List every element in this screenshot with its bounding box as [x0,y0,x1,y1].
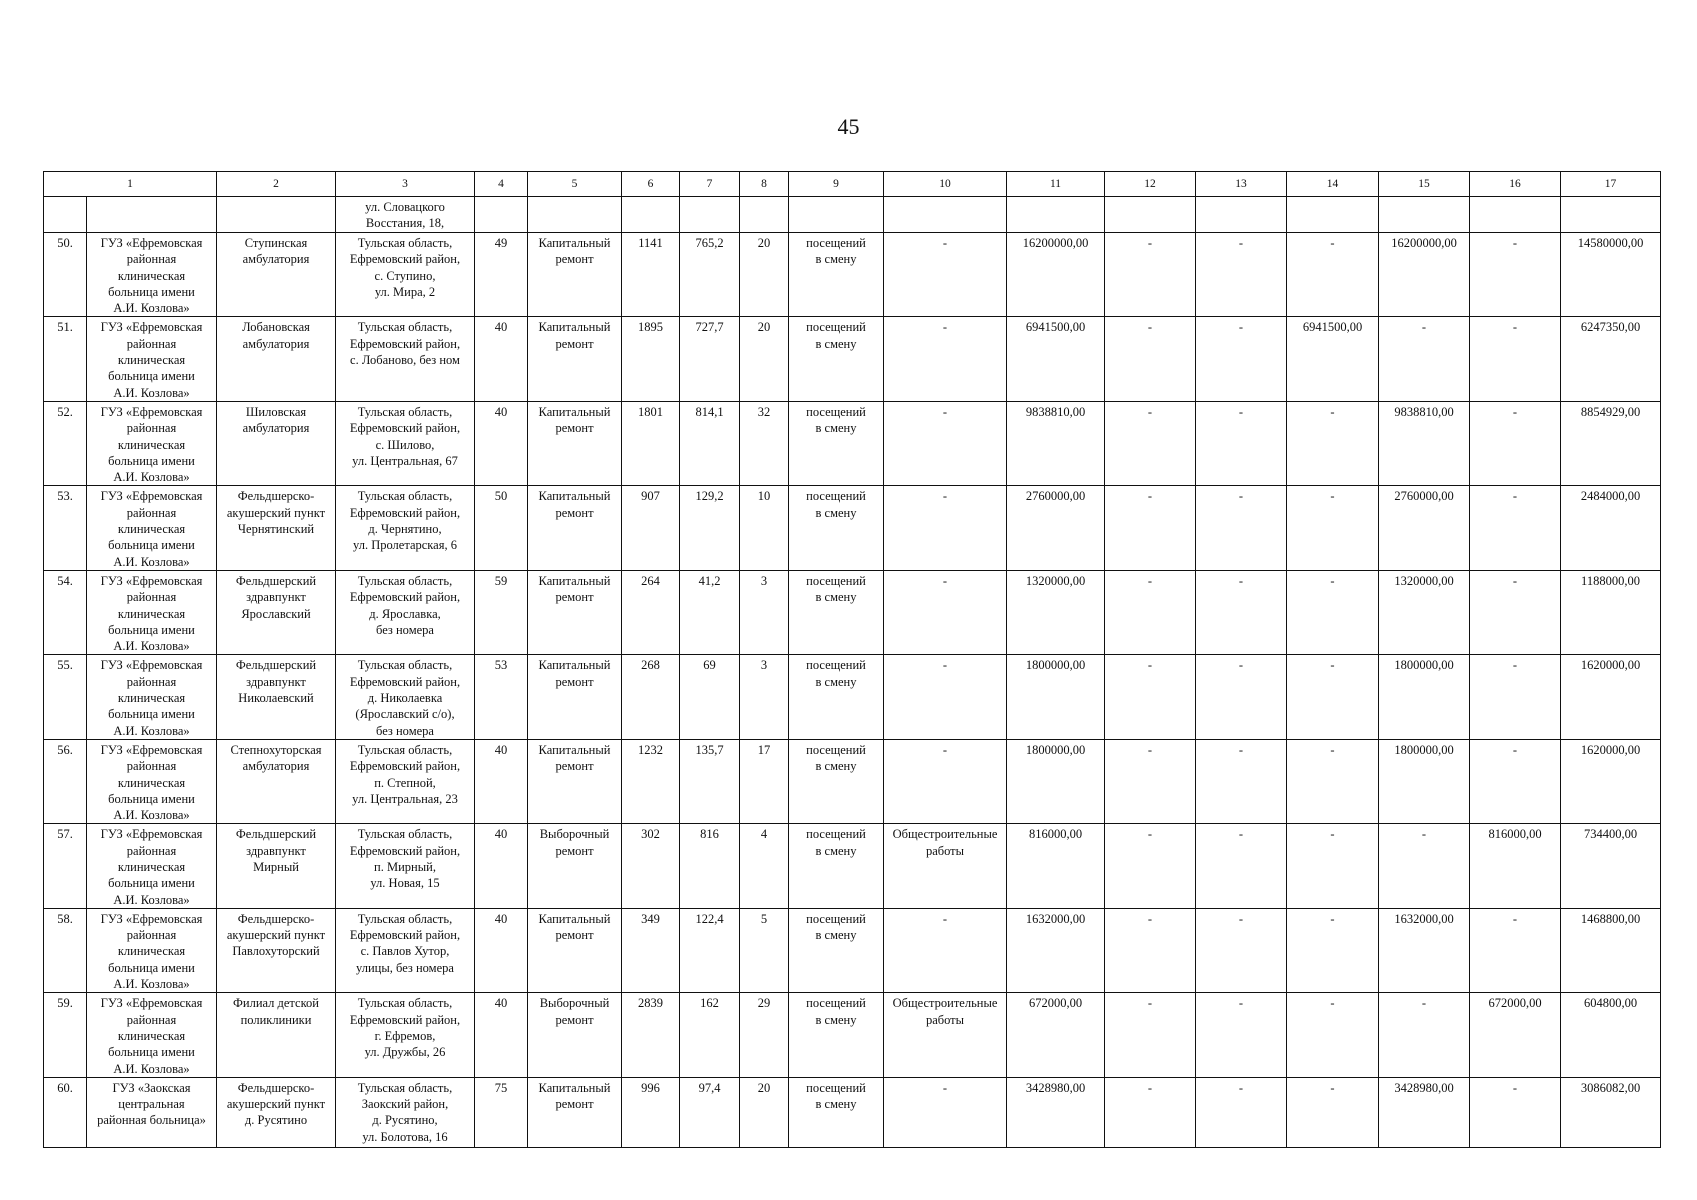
table-cell: 40 [475,739,528,823]
table-cell: 17 [740,739,789,823]
amount-cell: - [1379,317,1470,401]
amount-cell: 9838810,00 [1379,401,1470,485]
unit-cell: посещений в смену [789,739,884,823]
works-cell: - [884,739,1007,823]
table-row [44,1077,1661,1147]
table-cell: 996 [622,1077,680,1147]
work-type-cell: Капитальный ремонт [528,233,622,317]
amount-cell: - [1470,1077,1561,1147]
column-header: 8 [740,172,789,197]
amount-cell: - [1105,317,1196,401]
amount-cell: 1468800,00 [1561,908,1661,992]
unit-cell: посещений в смену [789,233,884,317]
amount-cell: - [1287,739,1379,823]
facility-cell: Фельдшерский здравпункт Ярославский [217,570,336,654]
facility-cell: Лобановская амбулатория [217,317,336,401]
table-cell: 302 [622,824,680,908]
amount-cell: - [1287,570,1379,654]
table-cell: 1232 [622,739,680,823]
column-header: 11 [1007,172,1105,197]
unit-cell: посещений в смену [789,824,884,908]
column-header: 1 [44,172,217,197]
amount-cell: - [1196,233,1287,317]
table-cell [217,197,336,233]
amount-cell: 3428980,00 [1007,1077,1105,1147]
amount-cell: - [1196,824,1287,908]
amount-cell: - [1470,317,1561,401]
amount-cell: 1188000,00 [1561,570,1661,654]
table-cell: 135,7 [680,739,740,823]
continuation-row [44,197,1661,233]
table-cell [1287,197,1379,233]
row-number-cell: 50. [44,233,87,317]
amount-cell: - [1470,739,1561,823]
table-cell [1561,197,1661,233]
table-cell: 69 [680,655,740,739]
table-cell: 349 [622,908,680,992]
amount-cell: 1800000,00 [1379,655,1470,739]
unit-cell: посещений в смену [789,908,884,992]
table-cell [1470,197,1561,233]
institution-cell: ГУЗ «Ефремовская районная клиническая больница имени А.И. Козлова» [87,486,217,570]
amount-cell: - [1196,655,1287,739]
table-cell: 1801 [622,401,680,485]
address-cell: Тульская область, Ефремовский район, п. Мирный, ул. Новая, 15 [336,824,475,908]
work-type-cell: Выборочный ремонт [528,993,622,1077]
works-cell: - [884,486,1007,570]
table-cell [884,197,1007,233]
amount-cell: - [1105,739,1196,823]
row-number-cell: 51. [44,317,87,401]
address-cell: Тульская область, Ефремовский район, с. Лобаново, без ном [336,317,475,401]
facility-cell: Степнохуторская амбулатория [217,739,336,823]
column-header: 4 [475,172,528,197]
address-cell: ул. Словацкого Восстания, 18, [336,197,475,233]
unit-cell: посещений в смену [789,570,884,654]
address-cell: Тульская область, Ефремовский район, д. Ярославка, без номера [336,570,475,654]
table-cell [44,197,87,233]
amount-cell: - [1287,655,1379,739]
institution-cell: ГУЗ «Ефремовская районная клиническая больница имени А.И. Козлова» [87,655,217,739]
table-cell: 907 [622,486,680,570]
amount-cell: 6941500,00 [1287,317,1379,401]
amount-cell: 9838810,00 [1007,401,1105,485]
institution-cell: ГУЗ «Ефремовская районная клиническая больница имени А.И. Козлова» [87,317,217,401]
table-cell: 20 [740,1077,789,1147]
row-number-cell: 56. [44,739,87,823]
works-cell: - [884,317,1007,401]
table-row [44,233,1661,317]
facility-cell: Шиловская амбулатория [217,401,336,485]
amount-cell: - [1287,908,1379,992]
facility-cell: Ступинская амбулатория [217,233,336,317]
table-row [44,401,1661,485]
works-cell: Общестроительные работы [884,993,1007,1077]
amount-cell: 1800000,00 [1007,739,1105,823]
amount-cell: - [1287,993,1379,1077]
facility-cell: Фельдшерско- акушерский пункт д. Русятино [217,1077,336,1147]
table-cell: 40 [475,824,528,908]
table-cell: 40 [475,993,528,1077]
amount-cell: 1620000,00 [1561,655,1661,739]
amount-cell: - [1105,401,1196,485]
amount-cell: 1632000,00 [1379,908,1470,992]
amount-cell: - [1287,1077,1379,1147]
amount-cell: 16200000,00 [1007,233,1105,317]
address-cell: Тульская область, Заокский район, д. Русятино, ул. Болотова, 16 [336,1077,475,1147]
address-cell: Тульская область, Ефремовский район, п. Степной, ул. Центральная, 23 [336,739,475,823]
row-number-cell: 57. [44,824,87,908]
column-header: 16 [1470,172,1561,197]
table-cell: 1141 [622,233,680,317]
table-cell: 264 [622,570,680,654]
amount-cell: - [1287,824,1379,908]
facility-cell: Фельдшерский здравпункт Мирный [217,824,336,908]
amount-cell: - [1105,486,1196,570]
row-number-cell: 58. [44,908,87,992]
work-type-cell: Капитальный ремонт [528,401,622,485]
table-row [44,570,1661,654]
table-cell [1379,197,1470,233]
amount-cell: 2484000,00 [1561,486,1661,570]
table-row [44,739,1661,823]
table-cell: 3 [740,655,789,739]
address-cell: Тульская область, Ефремовский район, г. Ефремов, ул. Дружбы, 26 [336,993,475,1077]
amount-cell: 6941500,00 [1007,317,1105,401]
amount-cell: - [1379,824,1470,908]
row-number-cell: 55. [44,655,87,739]
amount-cell: - [1470,908,1561,992]
row-number-cell: 53. [44,486,87,570]
table-cell: 40 [475,317,528,401]
amount-cell: - [1470,233,1561,317]
table-cell [789,197,884,233]
column-header: 14 [1287,172,1379,197]
table-cell: 40 [475,908,528,992]
unit-cell: посещений в смену [789,486,884,570]
table-cell [622,197,680,233]
table-cell: 53 [475,655,528,739]
amount-cell: 816000,00 [1470,824,1561,908]
institution-cell: ГУЗ «Ефремовская районная клиническая больница имени А.И. Козлова» [87,570,217,654]
amount-cell: 672000,00 [1470,993,1561,1077]
amount-cell: - [1196,739,1287,823]
work-type-cell: Капитальный ремонт [528,570,622,654]
table-cell: 2839 [622,993,680,1077]
works-cell: - [884,233,1007,317]
row-number-cell: 52. [44,401,87,485]
page-number: 45 [837,114,860,139]
column-header: 12 [1105,172,1196,197]
table-cell [475,197,528,233]
amount-cell: 816000,00 [1007,824,1105,908]
address-cell: Тульская область, Ефремовский район, д. Чернятино, ул. Пролетарская, 6 [336,486,475,570]
amount-cell: - [1196,1077,1287,1147]
column-header: 13 [1196,172,1287,197]
table-cell: 268 [622,655,680,739]
unit-cell: посещений в смену [789,317,884,401]
amount-cell: - [1287,401,1379,485]
unit-cell: посещений в смену [789,655,884,739]
amount-cell: - [1470,486,1561,570]
amount-cell: 1620000,00 [1561,739,1661,823]
address-cell: Тульская область, Ефремовский район, д. Николаевка (Ярославский с/о), без номера [336,655,475,739]
works-cell: - [884,1077,1007,1147]
table-cell: 1895 [622,317,680,401]
table-cell: 40 [475,401,528,485]
table-cell: 727,7 [680,317,740,401]
facility-cell: Фельдшерско- акушерский пункт Чернятинский [217,486,336,570]
address-cell: Тульская область, Ефремовский район, с. Павлов Хутор, улицы, без номера [336,908,475,992]
table-cell: 49 [475,233,528,317]
facility-cell: Фельдшерский здравпункт Николаевский [217,655,336,739]
table-row [44,993,1661,1077]
table-cell: 29 [740,993,789,1077]
work-type-cell: Капитальный ремонт [528,1077,622,1147]
address-cell: Тульская область, Ефремовский район, с. Ступино, ул. Мира, 2 [336,233,475,317]
work-type-cell: Капитальный ремонт [528,486,622,570]
table-row [44,486,1661,570]
institution-cell: ГУЗ «Ефремовская районная клиническая больница имени А.И. Козлова» [87,401,217,485]
column-header: 10 [884,172,1007,197]
amount-cell: - [1196,570,1287,654]
work-type-cell: Капитальный ремонт [528,317,622,401]
table-cell: 50 [475,486,528,570]
table-cell: 129,2 [680,486,740,570]
table-row [44,655,1661,739]
institution-cell: ГУЗ «Ефремовская районная клиническая больница имени А.И. Козлова» [87,993,217,1077]
amount-cell: - [1196,908,1287,992]
amount-cell: - [1196,486,1287,570]
table-row [44,317,1661,401]
row-number-cell: 54. [44,570,87,654]
amount-cell: 1800000,00 [1007,655,1105,739]
table-row [44,824,1661,908]
row-number-cell: 60. [44,1077,87,1147]
facility-cell: Фельдшерско- акушерский пункт Павлохуторский [217,908,336,992]
amount-cell: - [1105,233,1196,317]
column-header: 17 [1561,172,1661,197]
table-row [44,908,1661,992]
works-cell: - [884,570,1007,654]
institution-cell: ГУЗ «Ефремовская районная клиническая больница имени А.И. Козлова» [87,824,217,908]
work-type-cell: Капитальный ремонт [528,908,622,992]
unit-cell: посещений в смену [789,401,884,485]
amount-cell: - [1379,993,1470,1077]
table-cell: 5 [740,908,789,992]
institution-cell: ГУЗ «Ефремовская районная клиническая больница имени А.И. Козлова» [87,908,217,992]
table-cell: 122,4 [680,908,740,992]
column-header: 15 [1379,172,1470,197]
institution-cell: ГУЗ «Ефремовская районная клиническая больница имени А.И. Козлова» [87,233,217,317]
amount-cell: - [1287,486,1379,570]
table-cell: 10 [740,486,789,570]
table-cell [87,197,217,233]
table-cell [1196,197,1287,233]
table-cell: 4 [740,824,789,908]
amount-cell: - [1105,570,1196,654]
facility-cell: Филиал детской поликлиники [217,993,336,1077]
work-type-cell: Капитальный ремонт [528,739,622,823]
table-cell [680,197,740,233]
amount-cell: 1320000,00 [1379,570,1470,654]
works-cell: - [884,401,1007,485]
work-type-cell: Капитальный ремонт [528,655,622,739]
amount-cell: 1632000,00 [1007,908,1105,992]
table-cell: 41,2 [680,570,740,654]
column-header: 3 [336,172,475,197]
amount-cell: 734400,00 [1561,824,1661,908]
amount-cell: - [1196,401,1287,485]
amount-cell: - [1105,993,1196,1077]
table-cell: 3 [740,570,789,654]
amount-cell: 14580000,00 [1561,233,1661,317]
table-cell [740,197,789,233]
table-cell [528,197,622,233]
table-cell: 59 [475,570,528,654]
amount-cell: - [1196,317,1287,401]
table-cell: 75 [475,1077,528,1147]
table-cell: 20 [740,317,789,401]
table-cell: 816 [680,824,740,908]
table-cell: 97,4 [680,1077,740,1147]
column-header: 9 [789,172,884,197]
amount-cell: 8854929,00 [1561,401,1661,485]
amount-cell: - [1196,993,1287,1077]
amount-cell: 1320000,00 [1007,570,1105,654]
column-header: 5 [528,172,622,197]
address-cell: Тульская область, Ефремовский район, с. Шилово, ул. Центральная, 67 [336,401,475,485]
amount-cell: 3086082,00 [1561,1077,1661,1147]
works-cell: - [884,655,1007,739]
amount-cell: - [1105,1077,1196,1147]
column-header: 2 [217,172,336,197]
table-cell: 162 [680,993,740,1077]
institution-cell: ГУЗ «Заокская центральная районная больница» [87,1077,217,1147]
amount-cell: - [1470,570,1561,654]
amount-cell: 604800,00 [1561,993,1661,1077]
row-number-cell: 59. [44,993,87,1077]
amount-cell: 2760000,00 [1379,486,1470,570]
column-header: 6 [622,172,680,197]
work-type-cell: Выборочный ремонт [528,824,622,908]
amount-cell: 3428980,00 [1379,1077,1470,1147]
registry-table [43,171,1661,1148]
amount-cell: - [1105,824,1196,908]
table-cell: 32 [740,401,789,485]
unit-cell: посещений в смену [789,1077,884,1147]
amount-cell: 16200000,00 [1379,233,1470,317]
table-cell: 765,2 [680,233,740,317]
amount-cell: - [1287,233,1379,317]
column-number-row [44,172,1661,197]
amount-cell: 2760000,00 [1007,486,1105,570]
amount-cell: 672000,00 [1007,993,1105,1077]
amount-cell: 6247350,00 [1561,317,1661,401]
institution-cell: ГУЗ «Ефремовская районная клиническая больница имени А.И. Козлова» [87,739,217,823]
unit-cell: посещений в смену [789,993,884,1077]
works-cell: - [884,908,1007,992]
works-cell: Общестроительные работы [884,824,1007,908]
table-cell: 814,1 [680,401,740,485]
table-cell: 20 [740,233,789,317]
amount-cell: - [1470,401,1561,485]
amount-cell: - [1105,655,1196,739]
amount-cell: 1800000,00 [1379,739,1470,823]
amount-cell: - [1105,908,1196,992]
table-cell [1105,197,1196,233]
amount-cell: - [1470,655,1561,739]
table-cell [1007,197,1105,233]
column-header: 7 [680,172,740,197]
